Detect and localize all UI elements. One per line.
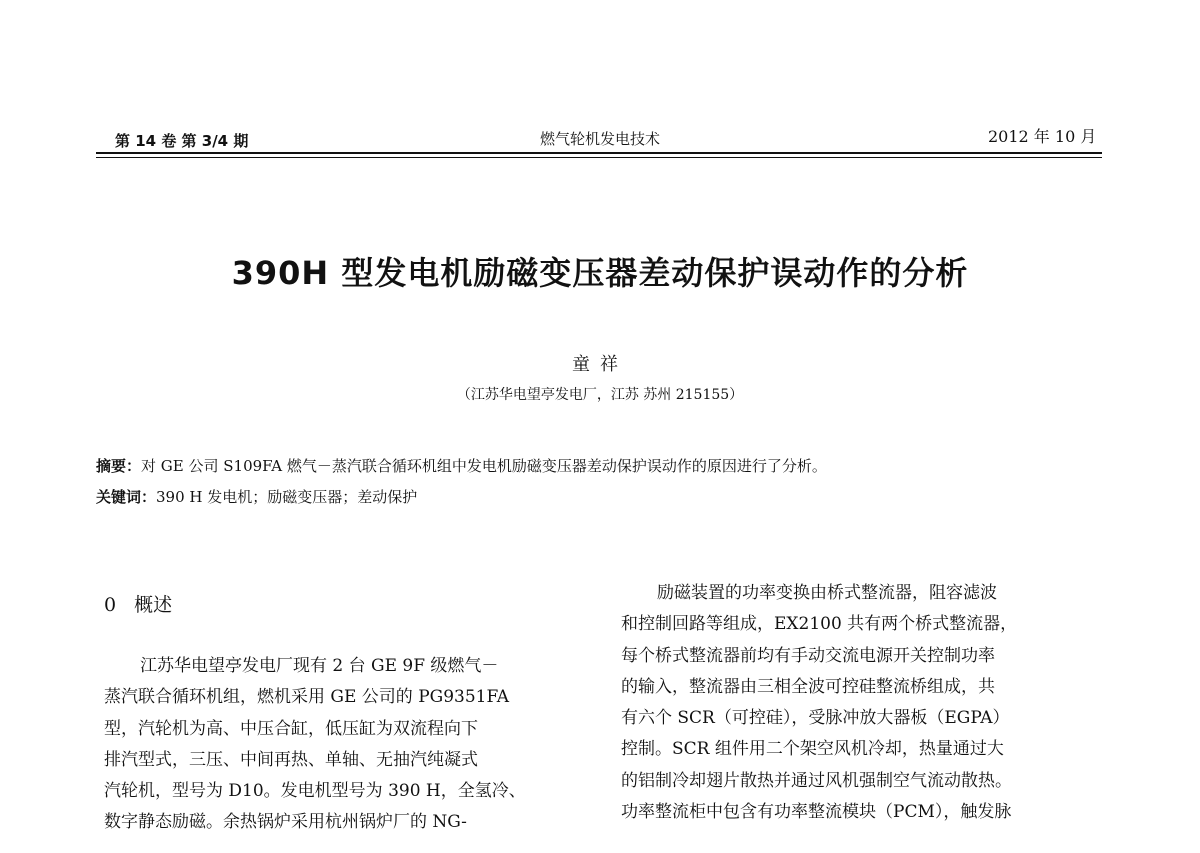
text-line: 数字静态励磁。余热锅炉采用杭州锅炉厂的 NG- <box>104 812 467 833</box>
keywords <box>96 486 417 507</box>
text-line: 每个桥式整流器前均有手动交流电源开关控制功率 <box>621 645 995 666</box>
issue-date: 2012 年 10 月 <box>988 127 1097 146</box>
abstract-label: 摘要： <box>96 457 142 475</box>
header-rule-thin <box>96 157 1102 158</box>
author-affiliation: （江苏华电望亭发电厂，江苏 苏州 215155） <box>456 387 744 403</box>
article-title: 390H 型发电机励磁变压器差动保护误动作的分析 <box>231 254 969 292</box>
text-line: 排汽型式，三压、中间再热、单轴、无抽汽纯凝式 <box>104 749 478 770</box>
abstract-text: 对 GE 公司 S109FA 燃气－蒸汽联合循环机组中发电机励磁变压器差动保护误动作的原因进行了分析。 <box>141 457 827 475</box>
left-column <box>104 651 526 839</box>
journal-volume-issue: 第 14 卷 第 3/4 期 <box>115 132 249 150</box>
right-column <box>621 578 1017 828</box>
text-line: 的输入，整流器由三相全波可控硅整流桥组成，共 <box>621 676 995 697</box>
text-line: 蒸汽联合循环机组，燃机采用 GE 公司的 PG9351FA <box>104 687 510 708</box>
text-line: 控制。SCR 组件用二个架空风机冷却，热量通过大 <box>621 739 1004 760</box>
text-line: 和控制回路等组成，EX2100 共有两个桥式整流器， <box>621 614 1018 635</box>
author-name: 童祥 <box>572 354 628 375</box>
section-heading <box>104 590 172 617</box>
text-line: 有六个 SCR（可控硅），受脉冲放大器板（EGPA） <box>621 708 1010 729</box>
header-rule-thick <box>96 152 1102 154</box>
text-line: 江苏华电望亭发电厂现有 2 台 GE 9F 级燃气－ <box>140 656 499 676</box>
text-line: 励磁装置的功率变换由桥式整流器，阻容滤波 <box>657 583 997 603</box>
keywords-label: 关键词： <box>96 488 157 506</box>
keywords-text: 390 H 发电机；励磁变压器；差动保护 <box>156 488 418 506</box>
text-line: 功率整流柜中包含有功率整流模块（PCM），触发脉 <box>621 802 1012 823</box>
abstract <box>96 455 827 476</box>
journal-name: 燃气轮机发电技术 <box>539 130 660 148</box>
text-line: 型，汽轮机为高、中压合缸，低压缸为双流程向下 <box>104 718 478 739</box>
section-number: 0 <box>104 594 117 616</box>
text-line: 的铝制冷却翅片散热并通过风机强制空气流动散热。 <box>621 770 1012 791</box>
section-title: 概述 <box>134 594 173 616</box>
text-line: 汽轮机，型号为 D10。发电机型号为 390 H，全氢冷、 <box>104 781 526 802</box>
